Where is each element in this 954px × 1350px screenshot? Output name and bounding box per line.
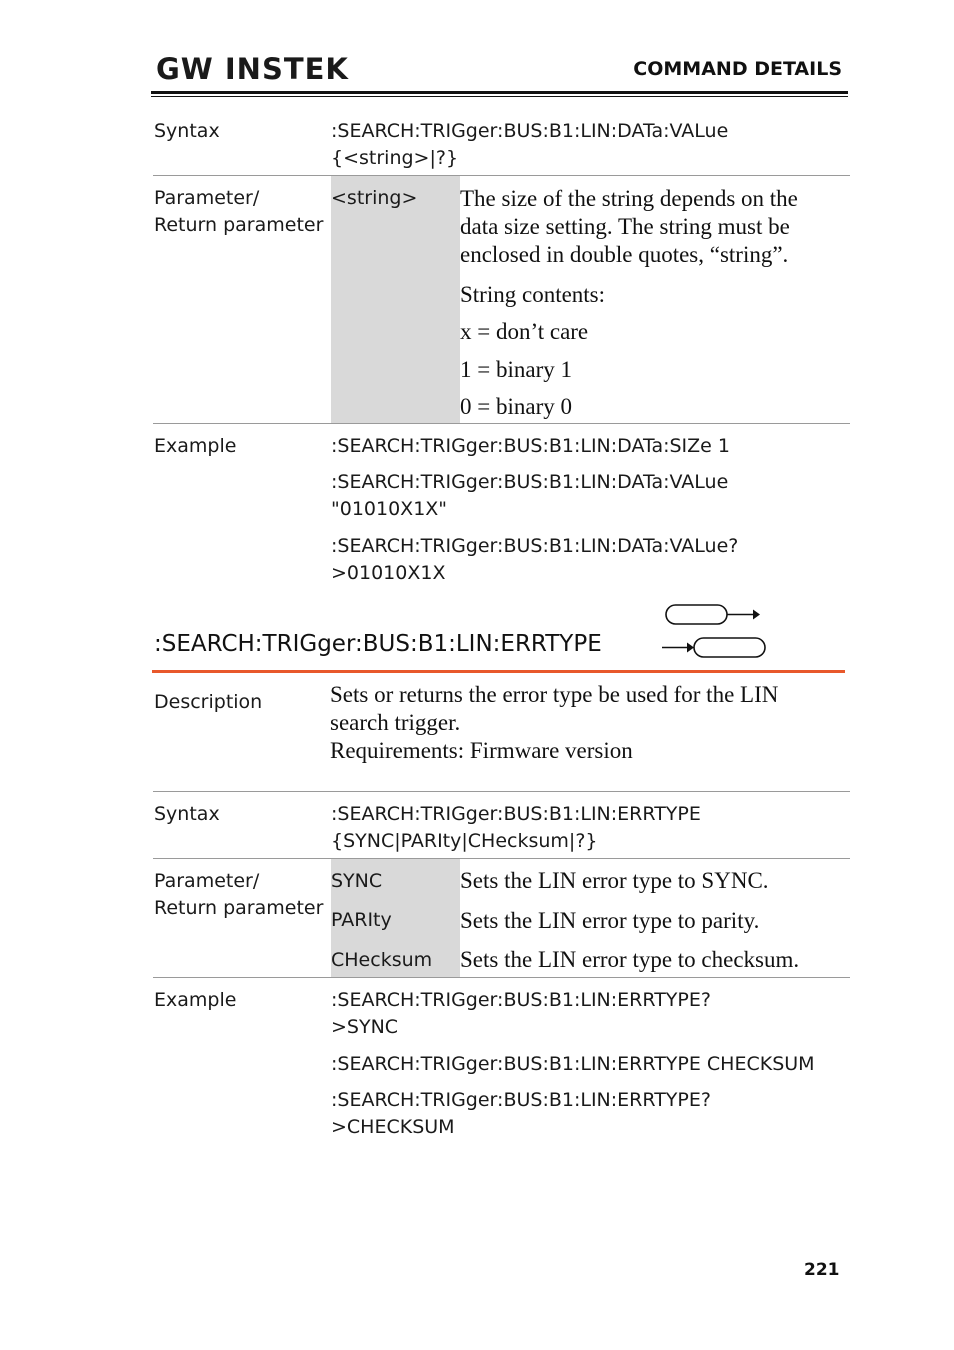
example-line: >01010X1X xyxy=(331,562,446,584)
command-type-icons xyxy=(660,603,770,663)
param-desc-checksum: Sets the LIN error type to checksum. xyxy=(460,947,800,972)
example-line: :SEARCH:TRIGger:BUS:B1:LIN:ERRTYPE? xyxy=(331,1089,711,1111)
title-underline xyxy=(152,670,845,673)
param-label-line: Parameter/ xyxy=(154,870,260,892)
row-divider xyxy=(153,175,850,176)
syntax-text xyxy=(331,118,728,172)
syntax-line: {<string>|?} xyxy=(331,147,459,169)
syntax-label: Syntax xyxy=(154,803,220,825)
example-line: >SYNC xyxy=(331,1016,399,1038)
param-desc-line: data size setting. The string must be xyxy=(460,214,790,239)
param-label-line: Return parameter xyxy=(154,897,324,919)
contents-dont-care: x = don’t care xyxy=(460,319,589,344)
header-rule xyxy=(151,91,848,94)
example-line: :SEARCH:TRIGger:BUS:B1:LIN:DATa:SIZe 1 xyxy=(331,435,730,457)
description-text xyxy=(330,681,778,765)
set-command-icon xyxy=(666,605,760,624)
description-line: Requirements: Firmware version xyxy=(330,738,633,763)
description-line: search trigger. xyxy=(330,710,461,735)
param-desc-parity: Sets the LIN error type to parity. xyxy=(460,908,760,933)
header-rule-thin xyxy=(151,96,848,97)
example-line: :SEARCH:TRIGger:BUS:B1:LIN:ERRTYPE CHECKSUM xyxy=(331,1053,815,1075)
param-name: <string> xyxy=(331,187,418,209)
syntax-line: :SEARCH:TRIGger:BUS:B1:LIN:DATa:VALue xyxy=(331,120,729,142)
contents-binary-1: 1 = binary 1 xyxy=(460,357,572,382)
param-label xyxy=(154,185,323,239)
page-number: 221 xyxy=(804,1260,840,1280)
param-name-checksum: CHecksum xyxy=(331,949,433,971)
brand-logo: GW INSTEK xyxy=(156,52,349,86)
example-label: Example xyxy=(154,989,237,1011)
row-divider xyxy=(153,423,850,424)
syntax-line: :SEARCH:TRIGger:BUS:B1:LIN:ERRTYPE xyxy=(331,803,701,825)
example-block xyxy=(331,1087,711,1141)
example-line: "01010X1X" xyxy=(331,498,448,520)
example-block xyxy=(331,987,711,1041)
row-divider xyxy=(153,858,850,859)
param-label-line: Parameter/ xyxy=(154,187,260,209)
example-line: :SEARCH:TRIGger:BUS:B1:LIN:DATa:VALue xyxy=(331,471,729,493)
description-label: Description xyxy=(154,691,263,713)
example-line: :SEARCH:TRIGger:BUS:B1:LIN:DATa:VALue? xyxy=(331,535,739,557)
query-command-icon xyxy=(662,638,765,657)
param-label xyxy=(154,868,323,922)
syntax-line: {SYNC|PARIty|CHecksum|?} xyxy=(331,830,598,852)
param-desc-sync: Sets the LIN error type to SYNC. xyxy=(460,868,769,893)
example-line: :SEARCH:TRIGger:BUS:B1:LIN:ERRTYPE? xyxy=(331,989,711,1011)
row-divider xyxy=(153,977,850,978)
param-desc-line: The size of the string depends on the xyxy=(460,186,798,211)
param-label-line: Return parameter xyxy=(154,214,324,236)
syntax-text xyxy=(331,801,701,855)
param-desc-line: enclosed in double quotes, “string”. xyxy=(460,242,789,267)
param-name-sync: SYNC xyxy=(331,870,383,892)
contents-binary-0: 0 = binary 0 xyxy=(460,394,572,419)
row-divider xyxy=(153,791,850,792)
param-name-shading xyxy=(331,176,460,423)
example-block xyxy=(331,469,728,523)
example-block xyxy=(331,533,738,587)
example-label: Example xyxy=(154,435,237,457)
description-line: Sets or returns the error type be used for the LIN xyxy=(330,682,779,707)
syntax-label: Syntax xyxy=(154,120,220,142)
param-name-parity: PARIty xyxy=(331,909,392,931)
param-description xyxy=(460,185,798,269)
example-line: >CHECKSUM xyxy=(331,1116,455,1138)
command-title: :SEARCH:TRIGger:BUS:B1:LIN:ERRTYPE xyxy=(154,631,602,657)
contents-title: String contents: xyxy=(460,282,606,307)
section-header: COMMAND DETAILS xyxy=(633,58,842,80)
